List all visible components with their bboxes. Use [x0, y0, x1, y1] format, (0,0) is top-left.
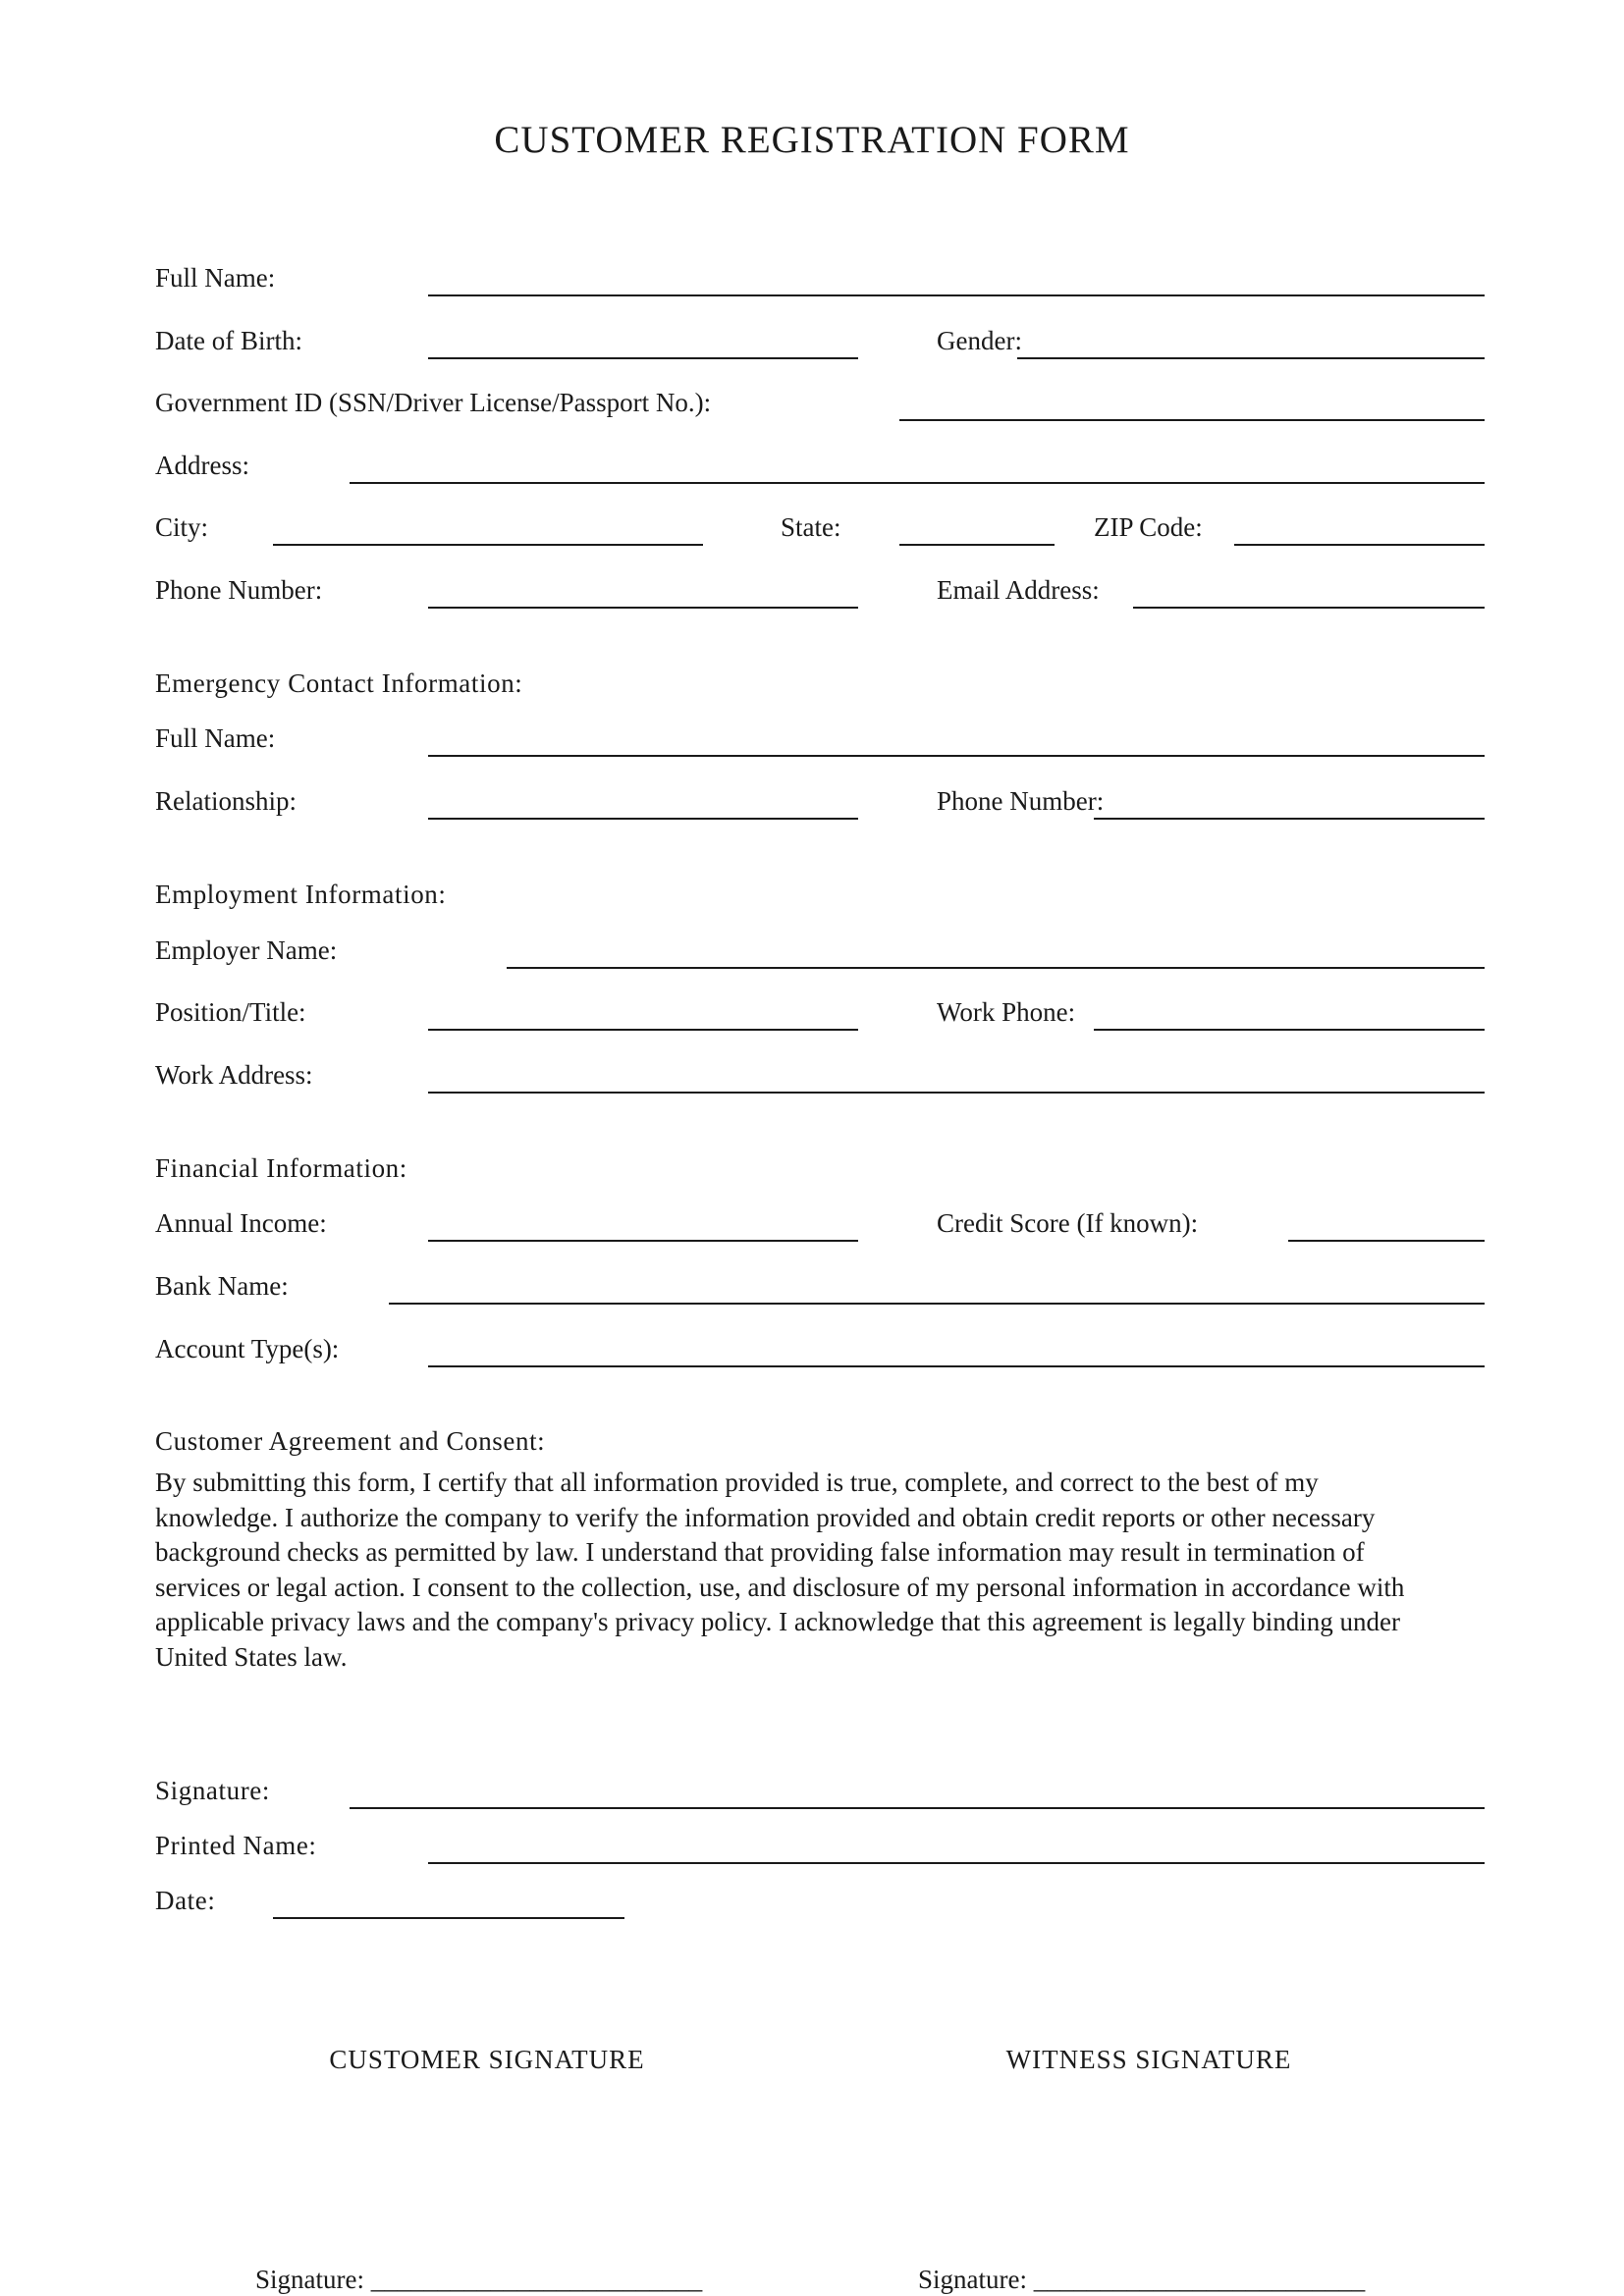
- signature-label: Signature:: [155, 1776, 270, 1805]
- account-type-field[interactable]: [428, 1365, 1485, 1367]
- emergency-phone-label: Phone Number:: [937, 786, 1105, 816]
- relationship-field[interactable]: [428, 818, 858, 820]
- agreement-line: background checks as permitted by law. I understand that providing false information may result in termination of: [155, 1537, 1365, 1567]
- bank-label: Bank Name:: [155, 1271, 289, 1301]
- form-title: CUSTOMER REGISTRATION FORM: [494, 119, 1130, 161]
- email-field[interactable]: [1133, 607, 1485, 609]
- work-address-field[interactable]: [428, 1092, 1485, 1094]
- dob-label: Date of Birth:: [155, 326, 302, 355]
- agreement-line: applicable privacy laws and the company's privacy policy. I acknowledge that this agreement is legally binding under: [155, 1607, 1400, 1636]
- signature-field[interactable]: [350, 1807, 1485, 1809]
- gov-id-field[interactable]: [899, 419, 1485, 421]
- agreement-line: knowledge. I authorize the company to verify the information provided and obtain credit reports or other necessary: [155, 1502, 1376, 1532]
- gov-id-label: Government ID (SSN/Driver License/Passport No.):: [155, 388, 712, 417]
- relationship-label: Relationship:: [155, 786, 297, 816]
- zip-label: ZIP Code:: [1094, 512, 1203, 542]
- emergency-full-name-field[interactable]: [428, 755, 1485, 757]
- printed-name-field[interactable]: [428, 1862, 1485, 1864]
- account-type-label: Account Type(s):: [155, 1334, 340, 1363]
- zip-field[interactable]: [1234, 544, 1485, 546]
- income-field[interactable]: [428, 1240, 858, 1242]
- employment-heading: Employment Information:: [155, 880, 447, 909]
- agreement-line: services or legal action. I consent to the collection, use, and disclosure of my personal information in accordance with: [155, 1572, 1405, 1602]
- agreement-text: [155, 1466, 1490, 1675]
- full-name-label: Full Name:: [155, 263, 276, 293]
- gender-label: Gender:: [937, 326, 1022, 355]
- email-label: Email Address:: [937, 575, 1100, 605]
- date-label: Date:: [155, 1886, 216, 1915]
- position-field[interactable]: [428, 1029, 858, 1031]
- credit-score-field[interactable]: [1288, 1240, 1485, 1242]
- customer-signature-caption: CUSTOMER SIGNATURE: [329, 2045, 645, 2074]
- emergency-phone-field[interactable]: [1094, 818, 1485, 820]
- work-address-label: Work Address:: [155, 1060, 313, 1090]
- date-field[interactable]: [273, 1917, 624, 1919]
- witness-signature-caption: WITNESS SIGNATURE: [1005, 2045, 1292, 2074]
- witness-signature-line[interactable]: Signature: _________________________: [918, 2265, 1366, 2294]
- address-field[interactable]: [350, 482, 1485, 484]
- employer-label: Employer Name:: [155, 935, 338, 965]
- phone-label: Phone Number:: [155, 575, 323, 605]
- emergency-heading: Emergency Contact Information:: [155, 668, 523, 698]
- agreement-line: By submitting this form, I certify that all information provided is true, complete, and correct to the best of my: [155, 1468, 1319, 1497]
- financial-heading: Financial Information:: [155, 1153, 407, 1183]
- city-field[interactable]: [273, 544, 703, 546]
- employer-field[interactable]: [507, 967, 1485, 969]
- credit-score-label: Credit Score (If known):: [937, 1208, 1199, 1238]
- agreement-heading: Customer Agreement and Consent:: [155, 1426, 546, 1456]
- bank-field[interactable]: [389, 1303, 1485, 1305]
- printed-name-label: Printed Name:: [155, 1831, 317, 1860]
- full-name-field[interactable]: [428, 294, 1485, 296]
- work-phone-field[interactable]: [1094, 1029, 1485, 1031]
- income-label: Annual Income:: [155, 1208, 327, 1238]
- phone-field[interactable]: [428, 607, 858, 609]
- customer-signature-line[interactable]: Signature: _________________________: [255, 2265, 703, 2294]
- state-field[interactable]: [899, 544, 1055, 546]
- address-label: Address:: [155, 451, 249, 480]
- emergency-full-name-label: Full Name:: [155, 723, 276, 753]
- work-phone-label: Work Phone:: [937, 997, 1076, 1027]
- agreement-line: United States law.: [155, 1641, 348, 1672]
- city-label: City:: [155, 512, 209, 542]
- dob-field[interactable]: [428, 357, 858, 359]
- state-label: State:: [781, 512, 841, 542]
- gender-field[interactable]: [1017, 357, 1485, 359]
- position-label: Position/Title:: [155, 997, 306, 1027]
